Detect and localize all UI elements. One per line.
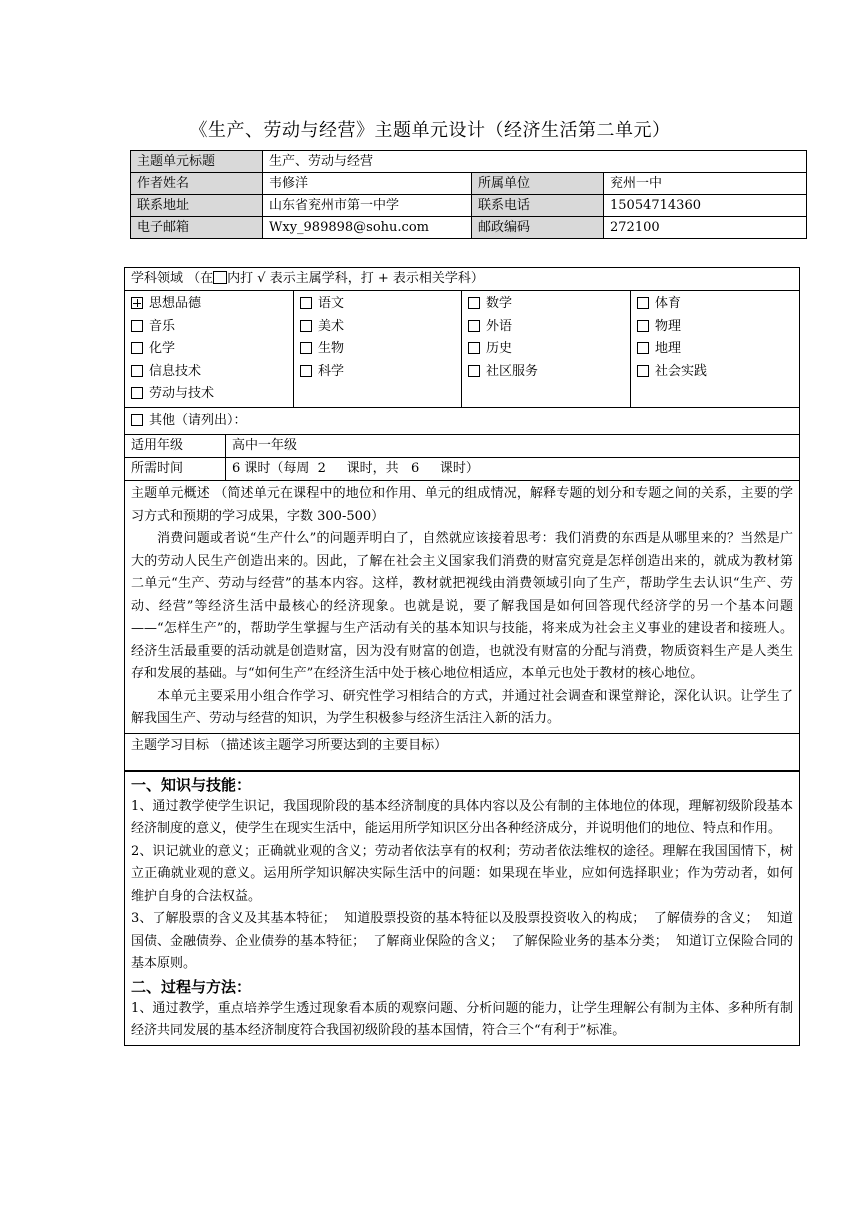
subject-col-3 [462, 291, 631, 408]
overview-row [125, 481, 800, 734]
goals-header: 主题学习目标 （描述该主题学习所要达到的主要目标） [125, 733, 800, 771]
subject-header-a: 学科领域 （在 [131, 271, 214, 286]
subject-header-b: 内打 √ 表示主属学科，打 + 表示相关学科） [227, 271, 484, 286]
email-value: Wxy_989898@sohu.com [263, 217, 472, 239]
phone-value: 15054714360 [604, 195, 807, 217]
checkbox-icon[interactable] [468, 297, 480, 309]
checkbox-icon[interactable] [300, 365, 312, 377]
subject-item-chemistry[interactable]: 化学 [131, 338, 293, 361]
design-table [124, 267, 800, 1046]
checkbox-icon[interactable] [637, 297, 649, 309]
subject-header-row [125, 268, 800, 291]
checkbox-icon[interactable] [637, 365, 649, 377]
subject-item-other[interactable]: 其他（请列出）： [125, 408, 800, 435]
subject-item-chinese[interactable]: 语文 [300, 293, 461, 316]
org-value: 兖州一中 [604, 173, 807, 195]
grade-label: 适用年级 [125, 435, 226, 458]
email-label: 电子邮箱 [131, 217, 263, 239]
grade-value: 高中一年级 [226, 435, 800, 458]
subject-item-science[interactable]: 科学 [300, 361, 461, 384]
checkbox-icon[interactable] [637, 342, 649, 354]
table-row [131, 195, 807, 217]
page-title: 《生产、劳动与经营》主题单元设计（经济生活第二单元） [189, 120, 671, 141]
checkbox-icon[interactable] [300, 320, 312, 332]
subject-col-2 [294, 291, 462, 408]
subject-item-labor[interactable]: 劳动与技术 [131, 383, 293, 406]
checkbox-icon[interactable] [131, 387, 143, 399]
goals-header-row [125, 733, 800, 771]
knowledge-item-3: 3、了解股票的含义及其基本特征； 知道股票投资的基本特征以及股票投资收入的构成； 了解债券的含义； 知道国债、金融债券、企业债券的基本特征； 了解商业保险的含义； 了解保险业务的基本分类； 知道订立保险合同的基本原则。 [131, 911, 794, 971]
checkbox-icon[interactable] [300, 297, 312, 309]
time-row [125, 458, 800, 481]
checkbox-icon[interactable] [300, 342, 312, 354]
other-row [125, 408, 800, 435]
knowledge-item-1: 1、通过教学使学生识记，我国现阶段的基本经济制度的具体内容以及公有制的主体地位的体现，理解初级阶段基本经济制度的意义，使学生在现实生活中，能运用所学知识区分出各种经济成分，并说明他们的地位、特点和作用。 [131, 798, 794, 836]
author-value: 韦修洋 [263, 173, 472, 195]
subject-col-4 [631, 291, 800, 408]
checkbox-icon [213, 271, 227, 284]
address-label: 联系地址 [131, 195, 263, 217]
overview-cell [125, 481, 800, 734]
zip-label: 邮政编码 [472, 217, 604, 239]
subject-item-social-practice[interactable]: 社会实践 [637, 361, 799, 384]
checked-plus-icon[interactable] [131, 297, 143, 309]
subject-item-art[interactable]: 美术 [300, 316, 461, 339]
zip-value: 272100 [604, 217, 807, 239]
subject-item-history[interactable]: 历史 [468, 338, 630, 361]
overview-paragraph-2: 本单元主要采用小组合作学习、研究性学习相结合的方式，并通过社会调查和课堂辩论，深化认识。让学生了解我国生产、劳动与经营的知识，为学生积极参与经济生活注入新的活力。 [131, 688, 794, 726]
subject-grid [125, 291, 800, 408]
author-label: 作者姓名 [131, 173, 263, 195]
checkbox-icon[interactable] [131, 320, 143, 332]
table-row [131, 217, 807, 239]
subject-item-geography[interactable]: 地理 [637, 338, 799, 361]
goals-row [125, 771, 800, 1046]
subject-col-1 [125, 291, 294, 408]
process-heading: 二、过程与方法： [131, 977, 252, 996]
checkbox-icon[interactable] [131, 365, 143, 377]
overview-paragraph-1: 消费问题或者说“生产什么”的问题弄明白了，自然就应该接着思考：我们消费的东西是从哪里来的？当然是广大的劳动人民生产创造出来的。因此，了解在社会主义国家我们消费的财富究竟是怎样创造出来的，就成为教材第二单元“生产、劳动与经营”的基本内容。这样，教材就把视线由消费领域引向了生产，帮助学生去认识“生产、劳动、经营”等经济生活中最核心的经济现象。也就是说，要了解我国是如何回答现代经济学的另一个基本问题——“怎样生产”的，帮助学生掌握与生产活动有关的基本知识与技能，将来成为社会主义事业的建设者和接班人。经济生活最重要的活动就是创造财富，因为没有财富的创造，也就没有财富的分配与消费，物质资料生产是人类生存和发展的基础。与“如何生产”在经济生活中处于核心地位相适应，本单元也处于教材的核心地位。 [131, 531, 794, 681]
unit-title-value: 生产、劳动与经营 [263, 151, 807, 173]
phone-label: 联系电话 [472, 195, 604, 217]
table-row [131, 173, 807, 195]
table-row [131, 151, 807, 173]
checkbox-icon[interactable] [468, 320, 480, 332]
time-value: 6 课时（每周 2 课时，共 6 课时） [226, 458, 800, 481]
time-label: 所需时间 [125, 458, 226, 481]
subject-item-math[interactable]: 数学 [468, 293, 630, 316]
checkbox-icon[interactable] [131, 342, 143, 354]
info-table [130, 150, 807, 239]
checkbox-icon[interactable] [131, 414, 143, 426]
subject-item-foreign-language[interactable]: 外语 [468, 316, 630, 339]
goals-cell [125, 771, 800, 1046]
subject-item-community[interactable]: 社区服务 [468, 361, 630, 384]
subject-item-physics[interactable]: 物理 [637, 316, 799, 339]
checkbox-icon[interactable] [637, 320, 649, 332]
process-item-1: 1、通过教学，重点培养学生透过现象看本质的观察问题、分析问题的能力，让学生理解公有制为主体、多种所有制经济共同发展的基本经济制度符合我国初级阶段的基本国情，符合三个“有利于”标准。 [131, 1000, 794, 1038]
knowledge-item-2: 2、识记就业的意义；正确就业观的含义；劳动者依法享有的权利；劳动者依法维权的途径。理解在我国国情下，树立正确就业观的意义。运用所学知识解决实际生活中的问题：如果现在毕业，应如何选择职业；作为劳动者，如何维护自身的合法权益。 [131, 843, 794, 904]
grade-row [125, 435, 800, 458]
subject-item-music[interactable]: 音乐 [131, 316, 293, 339]
checkbox-icon[interactable] [468, 342, 480, 354]
overview-header: 主题单元概述 （简述单元在课程中的地位和作用、单元的组成情况，解释专题的划分和专题之间的关系，主要的学习方式和预期的学习成果，字数 300-500） [131, 486, 794, 524]
subject-item-pe[interactable]: 体育 [637, 293, 799, 316]
subject-item-politics[interactable]: 思想品德 [131, 293, 293, 316]
subject-item-biology[interactable]: 生物 [300, 338, 461, 361]
knowledge-heading: 一、知识与技能： [131, 775, 252, 794]
subject-item-it[interactable]: 信息技术 [131, 361, 293, 384]
address-value: 山东省兖州市第一中学 [263, 195, 472, 217]
org-label: 所属单位 [472, 173, 604, 195]
unit-title-label: 主题单元标题 [131, 151, 263, 173]
checkbox-icon[interactable] [468, 365, 480, 377]
